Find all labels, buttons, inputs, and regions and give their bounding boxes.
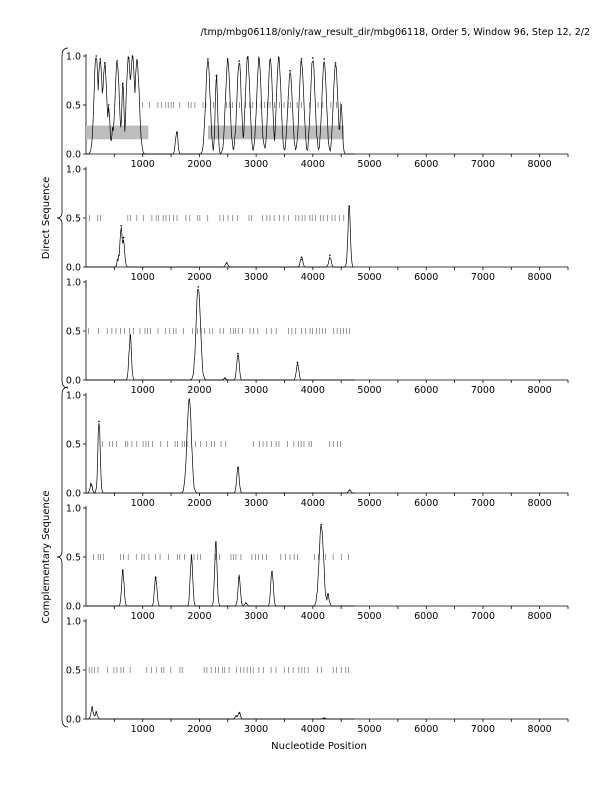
data-point [227,58,229,60]
data-point [245,602,247,604]
data-point [197,286,199,288]
y-tick-label: 0.5 [65,213,81,225]
y-tick-label: 0.0 [65,601,81,613]
x-tick-label: 2000 [187,611,212,622]
data-point [95,55,97,57]
data-point [238,60,240,62]
x-tick-label: 4000 [300,611,325,622]
data-point [329,254,331,256]
x-tick-label: 8000 [527,498,552,509]
x-tick-label: 6000 [414,272,439,283]
data-point [132,55,134,57]
data-point [98,421,100,423]
data-point [118,254,120,256]
y-tick-label: 0.0 [65,375,81,387]
y-tick-label: 1.0 [65,51,81,63]
codon-tick-marks [86,328,350,334]
panel-1 [66,52,568,171]
data-point [235,715,237,717]
x-tick-label: 4000 [300,498,325,509]
data-point [215,542,217,544]
group-label: Direct Sequence [41,176,52,260]
x-tick-label: 5000 [357,498,382,509]
group-label: Complementary Sequence [41,490,52,624]
data-point [237,467,239,469]
x-tick-label: 2000 [187,498,212,509]
x-tick-label: 2000 [187,159,212,170]
x-tick-label: 5000 [357,385,382,396]
data-point [136,60,138,62]
x-tick-label: 8000 [527,385,552,396]
series-line [86,525,355,606]
data-point [297,362,299,364]
x-tick-label: 5000 [357,272,382,283]
y-tick-label: 1.0 [65,164,81,176]
data-point [335,62,337,64]
data-point [155,577,157,579]
series-line [86,707,355,719]
data-point [176,132,178,134]
panel-2 [66,165,568,284]
y-tick-label: 1.0 [65,390,81,402]
x-tick-label: 3000 [244,724,269,735]
x-tick-label: 3000 [244,272,269,283]
x-tick-label: 7000 [470,498,496,509]
x-tick-label: 6000 [414,159,439,170]
data-point [207,58,209,60]
x-tick-label: 1000 [130,724,155,735]
data-point [323,58,325,60]
panel-6 [66,617,568,736]
y-tick-label: 0.0 [65,488,81,500]
x-tick-label: 8000 [527,272,552,283]
codon-tick-marks [86,215,344,221]
data-point [216,75,218,77]
grey-region [208,126,344,140]
x-tick-label: 2000 [187,272,212,283]
data-point [237,353,239,355]
data-point [224,377,226,379]
data-point [112,129,114,131]
data-point [104,62,106,64]
panel-frames [66,52,568,736]
data-point [226,262,228,264]
data-point [122,83,124,85]
x-tick-label: 6000 [414,724,439,735]
data-point [108,104,110,106]
y-tick-label: 0.5 [65,439,81,451]
data-point [340,104,342,106]
x-tick-label: 1000 [130,611,155,622]
data-point [238,577,240,579]
data-point [247,57,249,59]
y-tick-label: 0.0 [65,714,81,726]
data-point [99,58,101,60]
x-tick-label: 7000 [470,611,496,622]
data-point [271,571,273,573]
data-point [269,59,271,61]
data-point [321,524,323,526]
y-tick-label: 1.0 [65,277,81,289]
x-tick-label: 5000 [357,159,382,170]
panel-5 [66,504,568,623]
x-tick-label: 1000 [130,498,155,509]
data-point [90,484,92,486]
y-tick-label: 1.0 [65,616,81,628]
x-tick-label: 3000 [244,611,269,622]
x-tick-label: 8000 [527,611,552,622]
x-tick-label: 2000 [187,385,212,396]
data-point [128,57,130,59]
data-point [312,57,314,59]
x-tick-label: 2000 [187,724,212,735]
y-tick-label: 0.0 [65,149,81,161]
panel-4 [66,391,568,510]
x-tick-label: 1000 [130,385,155,396]
series-line [86,399,355,493]
x-tick-label: 4000 [300,724,325,735]
y-tick-label: 0.5 [65,665,81,677]
x-tick-label: 4000 [300,159,325,170]
x-tick-label: 3000 [244,385,269,396]
data-point [301,58,303,60]
data-point [142,153,144,155]
series-line [86,289,355,380]
y-tick-label: 0.5 [65,100,81,112]
codon-tick-marks [93,554,348,560]
x-tick-label: 7000 [470,159,496,170]
y-tick-label: 0.5 [65,326,81,338]
data-point [91,706,93,708]
y-tick-label: 1.0 [65,503,81,515]
series-line [86,56,355,154]
data-point [116,60,118,62]
data-point [278,57,280,59]
y-tick-label: 0.0 [65,262,81,274]
data-point [258,58,260,60]
data-point [323,717,325,719]
x-tick-label: 5000 [357,724,382,735]
data-point [289,70,291,72]
series-line [86,205,355,267]
data-point [123,237,125,239]
data-point [327,593,329,595]
data-point [349,489,351,491]
x-tick-label: 6000 [414,498,439,509]
data-point [238,712,240,714]
x-tick-label: 5000 [357,611,382,622]
data-point [129,335,131,337]
x-tick-label: 1000 [130,159,155,170]
x-tick-label: 6000 [414,385,439,396]
x-tick-label: 1000 [130,272,155,283]
x-tick-label: 3000 [244,159,269,170]
grey-region [86,126,148,140]
x-tick-label: 4000 [300,272,325,283]
x-tick-label: 4000 [300,385,325,396]
x-axis-label: Nucleotide Position [271,741,367,752]
y-tick-label: 0.5 [65,552,81,564]
x-tick-label: 7000 [470,272,496,283]
x-tick-label: 8000 [527,724,552,735]
x-tick-label: 6000 [414,611,439,622]
x-tick-label: 7000 [470,724,496,735]
data-point [188,399,190,401]
codon-tick-marks [103,441,341,447]
x-tick-label: 7000 [470,385,496,396]
codon-tick-marks [86,667,348,673]
panel-3 [66,278,568,397]
data-point [191,555,193,557]
data-point [301,256,303,258]
data-point [348,205,350,207]
x-tick-label: 8000 [527,159,552,170]
data-point [120,225,122,227]
data-point [95,711,97,713]
chart-header-title: /tmp/mbg06118/only/raw_result_dir/mbg06118, Order 5, Window 96, Step 12, 2/2 [200,27,590,38]
x-tick-label: 3000 [244,498,269,509]
data-point [122,570,124,572]
